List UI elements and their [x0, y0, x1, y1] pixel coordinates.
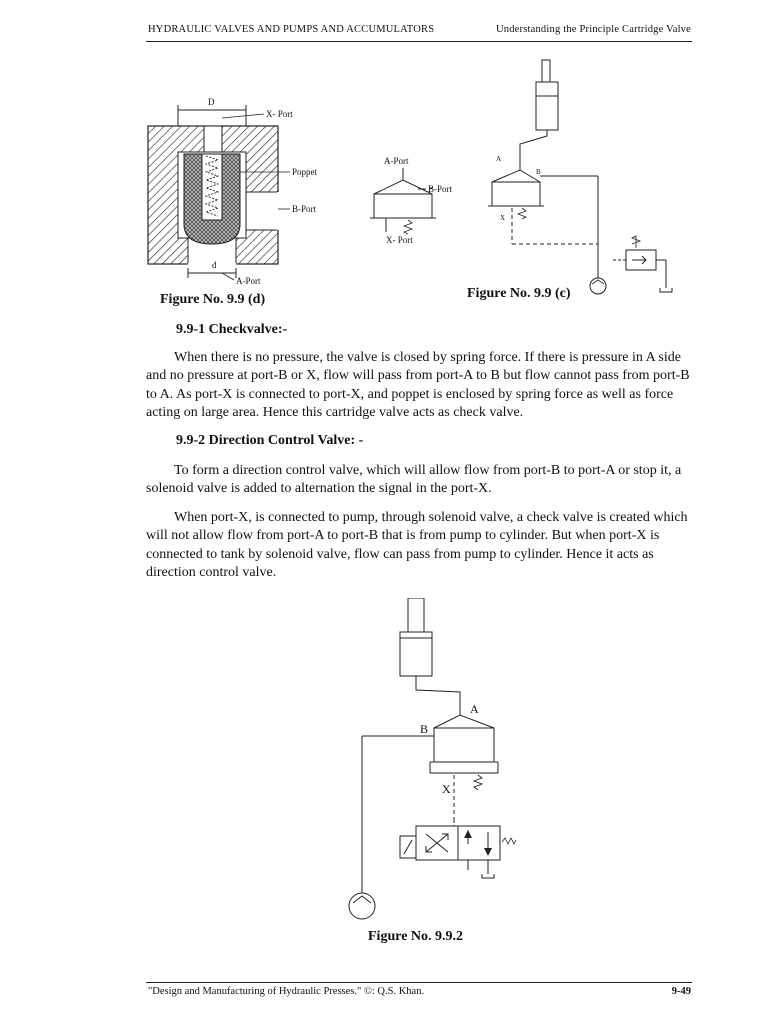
cylinder-c [536, 82, 558, 130]
figure-9-9-d-drawing [130, 92, 320, 292]
label-X-c: X [500, 214, 506, 222]
figure-9-9-d-caption: Figure No. 9.9 (d) [160, 292, 266, 307]
solenoid-valve-right [458, 826, 500, 860]
check-body-symbol [374, 194, 432, 218]
figure-9-9-c-drawing [360, 58, 690, 298]
page-number: 9-49 [671, 986, 691, 997]
b-port-channel [246, 192, 278, 230]
label-X: X [442, 782, 451, 796]
spring-symbol-c [404, 220, 412, 234]
paragraph-direction-1 [146, 462, 692, 499]
label-a-port-c: A-Port [384, 156, 409, 166]
label-poppet: Poppet [292, 167, 318, 177]
spring-symbol [474, 775, 482, 790]
cartridge-body-c [492, 182, 540, 206]
check-poppet-symbol [374, 180, 432, 194]
running-footer [148, 986, 691, 1000]
paragraph-direction-2-text: When port-X, is connected to pump, through solenoid valve, a check valve is created which will not allow flow from port-A to port-B that is from pump to cylinder. But when port-X is connected to tank by solenoid valve, flow can pass from pump to cylinder. Hence it acts as direction control valve. [146, 510, 688, 581]
label-A-c: A [496, 155, 502, 163]
header-rule [146, 41, 692, 42]
footer-book-credit: "Design and Manufacturing of Hydraulic Presses." ©: Q.S. Khan. [148, 986, 425, 997]
section-title-checkvalve: 9.9-1 Checkvalve:- [176, 322, 288, 337]
figure-9-9-c-caption: Figure No. 9.9 (c) [467, 286, 571, 301]
label-b-port: B-Port [292, 204, 317, 214]
pump-symbol [349, 893, 375, 919]
label-B-c: B [536, 168, 541, 176]
section-title-direction-control: 9.9-2 Direction Control Valve: - [176, 433, 364, 448]
label-b-port-c: B-Port [428, 184, 453, 194]
label-D: D [208, 97, 215, 107]
cartridge-poppet [434, 715, 494, 728]
paragraph-direction-1-text: To form a direction control valve, which will allow flow from port-B to port-A or stop it, a solenoid valve is added to alternation the signal in the port-X. [146, 463, 682, 497]
paragraph-checkvalve [146, 349, 692, 423]
label-A: A [470, 702, 479, 716]
label-d: d [212, 260, 217, 270]
label-x-port: X- Port [266, 109, 293, 119]
cartridge-body [434, 728, 494, 762]
footer-rule [146, 982, 692, 983]
cylinder-rod-c [542, 60, 550, 82]
label-B: B [420, 722, 429, 736]
x-port-channel [204, 126, 222, 154]
figure-9-9-2-drawing [330, 598, 530, 923]
cylinder-rod [408, 598, 424, 632]
cartridge-poppet-c [492, 170, 540, 182]
running-header [148, 24, 691, 38]
paragraph-checkvalve-text: When there is no pressure, the valve is closed by spring force. If there is pressure in A side and no pressure at port-B or X, flow will pass from port-A to B but flow cannot pass from port-B to A. As port-X is connected to port-X, and poppet is enclosed by spring force as well as force acting on large area. Hence this cartridge valve acts as check valve. [146, 350, 690, 421]
label-a-port: A-Port [236, 276, 261, 286]
figure-9-9-2-caption: Figure No. 9.9.2 [368, 929, 464, 944]
header-chapter-title: HYDRAULIC VALVES AND PUMPS AND ACCUMULATORS [148, 24, 435, 35]
header-section-title: Understanding the Principle Cartridge Valve [495, 24, 691, 35]
paragraph-direction-2 [146, 509, 692, 583]
label-x-port-c: X- Port [386, 235, 413, 245]
cylinder-body [400, 632, 432, 676]
